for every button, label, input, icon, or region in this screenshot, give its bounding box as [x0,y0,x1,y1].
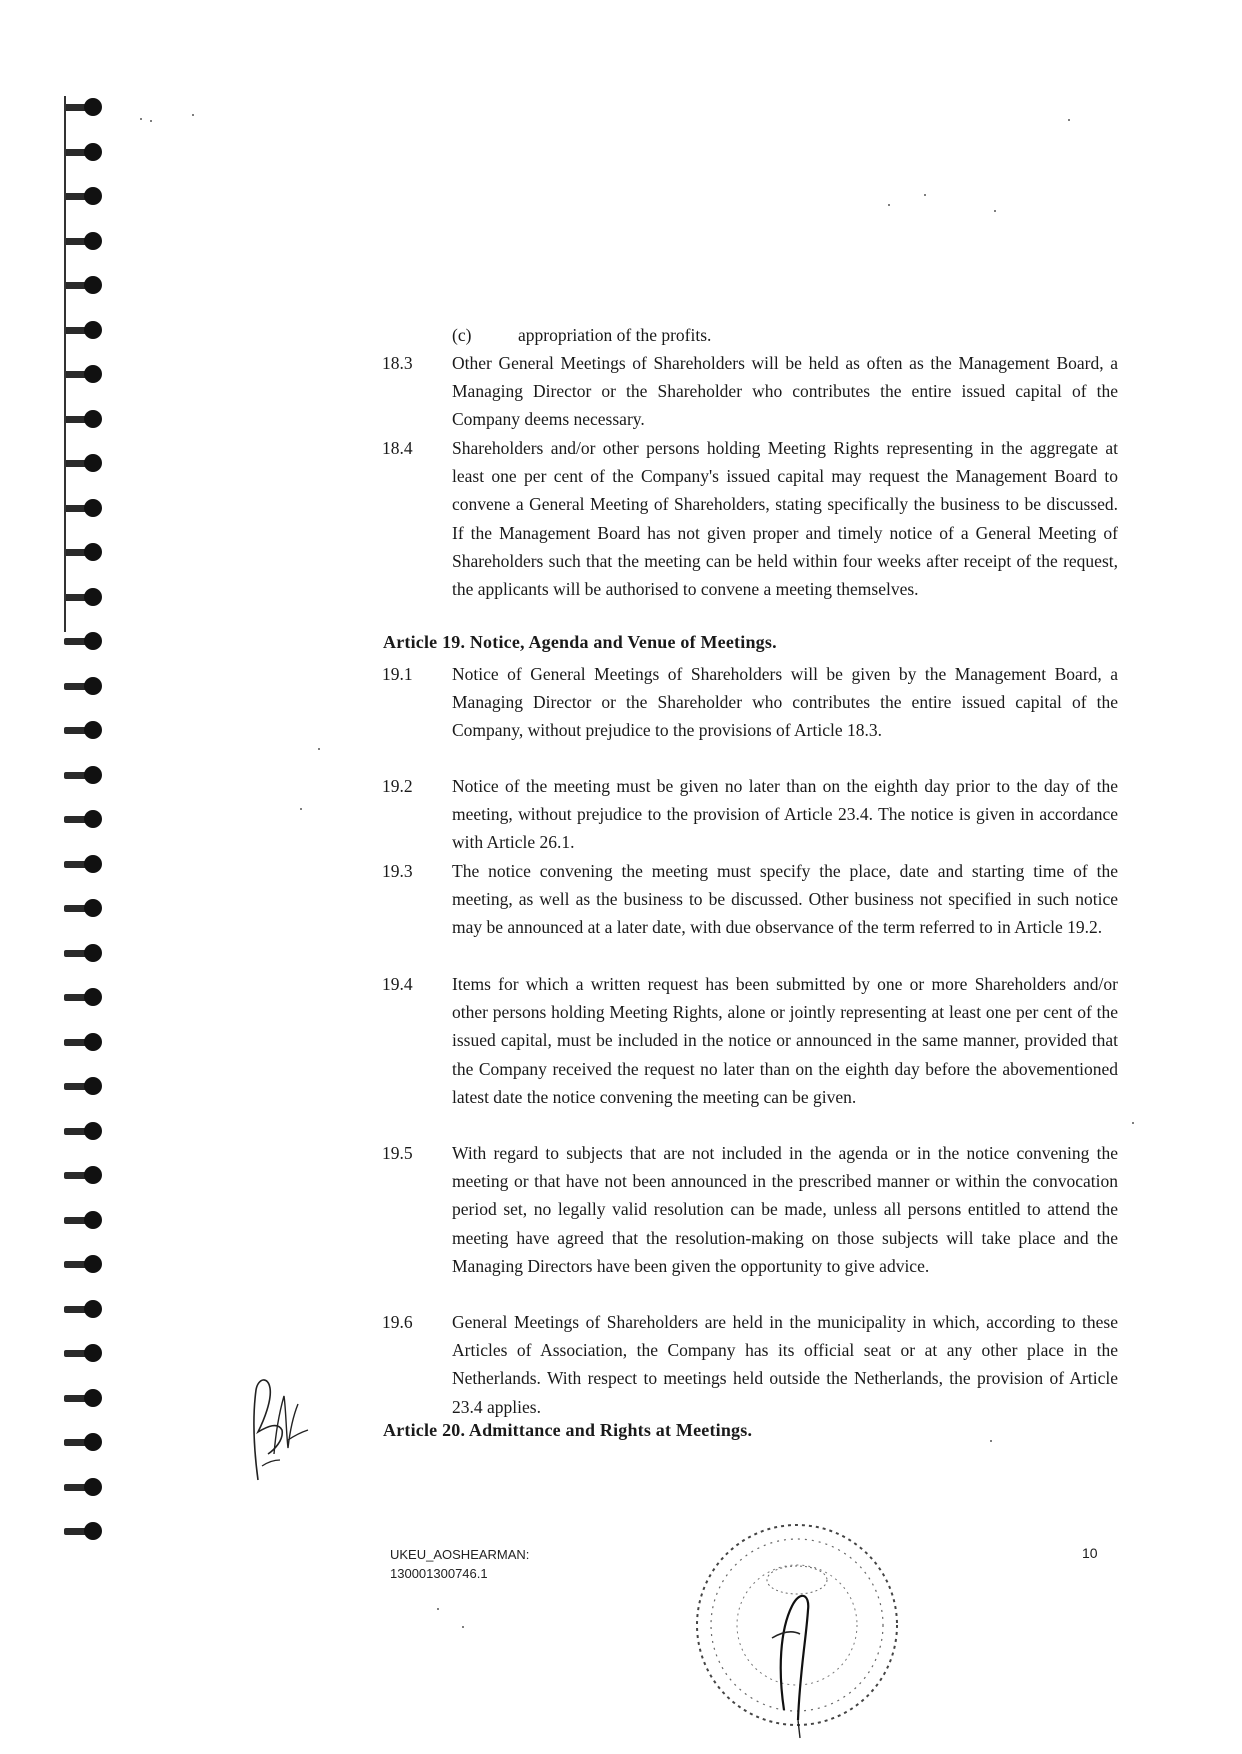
clause-number: 18.3 [382,353,413,373]
binding-coil-icon [62,1120,108,1142]
binding-coil-icon [62,1520,108,1542]
scan-speck [300,808,302,810]
document-reference [390,1545,529,1583]
clause-19-6 [382,1308,1118,1421]
binding-coil-icon [62,1164,108,1186]
binding-coil-icon [62,719,108,741]
binding-coil-icon [62,497,108,519]
clause-number: 19.1 [382,664,413,684]
scan-speck [437,1608,439,1610]
binding-coil-icon [62,96,108,118]
scan-speck [140,118,142,120]
clause-18-4 [382,434,1118,603]
binding-coil-icon [62,675,108,697]
clause-label: (c) [452,325,472,345]
binding-coil-icon [62,853,108,875]
scan-speck [318,748,320,750]
clause-number: 18.4 [382,438,413,458]
clause-text: General Meetings of Shareholders are held in the municipality in which, according to these Articles of Association, the Company has its official seat or at any other place in the Netherlands. With respect to meetings held outside the Netherlands, the provision of Article 23.4 applies. [452,1312,1118,1417]
binding-coil-icon [62,1342,108,1364]
clause-number: 19.5 [382,1143,413,1163]
clause-number: 19.6 [382,1312,413,1332]
clause-19-1 [382,660,1118,745]
scan-speck [192,114,194,116]
binding-coil-icon [62,986,108,1008]
article-19-heading: Article 19. Notice, Agenda and Venue of Meetings. [383,632,777,652]
scan-speck [990,1440,992,1442]
binding-coil-icon [62,1075,108,1097]
clause-text: appropriation of the profits. [518,325,712,345]
page-number: 10 [1082,1545,1098,1561]
document-reference-line1: UKEU_AOSHEARMAN: [390,1547,530,1562]
binding-coil-icon [62,1387,108,1409]
binding-coil-icon [62,541,108,563]
binding-coil-icon [62,1031,108,1053]
clause-text: Notice of General Meetings of Shareholders will be given by the Management Board, a Managing Director or the Shareholder who contributes the entire issued capital of the Company, without prejudice to the provisions of Article 18.3. [452,664,1118,741]
scan-speck [888,204,890,206]
scan-speck [1132,1122,1134,1124]
binding-coil-icon [62,141,108,163]
binding-coil-icon [62,1476,108,1498]
notary-seal-icon [682,1510,912,1740]
clause-19-3 [382,857,1118,942]
clause-18-3 [382,349,1118,434]
clause-18-2-c [452,321,711,349]
binding-coil-icon [62,1253,108,1275]
binding-coil-icon [62,185,108,207]
scan-speck [462,1626,464,1628]
binding-coil-icon [62,1298,108,1320]
scan-speck [994,210,996,212]
spiral-binding-icon [62,96,118,1636]
article-20-heading: Article 20. Admittance and Rights at Meetings. [383,1420,753,1440]
binding-coil-icon [62,408,108,430]
signature-initials [228,1370,318,1490]
binding-coil-icon [62,274,108,296]
binding-coil-icon [62,764,108,786]
clause-19-2 [382,772,1118,857]
scan-speck [150,120,152,122]
binding-coil-icon [62,808,108,830]
clause-text: Other General Meetings of Shareholders will be held as often as the Management Board, a Managing Director or the Shareholder who contributes the entire issued capital of the Company deems necessary. [452,353,1118,430]
clause-19-5 [382,1139,1118,1280]
binding-coil-icon [62,1431,108,1453]
document-reference-line2: 130001300746.1 [390,1566,488,1581]
clause-text: The notice convening the meeting must specify the place, date and starting time of the meeting, as well as the business to be discussed. Other business not specified in such notice may be announced at a later date, with due observance of the term referred to in Article 19.2. [452,861,1118,938]
scan-speck [1068,119,1070,121]
scan-speck [924,194,926,196]
clause-text: Shareholders and/or other persons holding Meeting Rights representing in the aggregate at least one per cent of the Company's issued capital may request the Management Board to convene a General Meeting of Shareholders, stating specifically the business to be discussed. If the Management Board has not given proper and timely notice of a General Meeting of Shareholders such that the meeting can be held within four weeks after receipt of the request, the applicants will be authorised to convene a meeting themselves. [452,438,1118,600]
binding-coil-icon [62,1209,108,1231]
clause-text: With regard to subjects that are not included in the agenda or in the notice convening the meeting or that have not been announced in the prescribed manner or within the convocation period set, no legally valid resolution can be made, unless all persons entitled to attend the meeting have agreed that the resolution-making on those subjects will take place and the Managing Directors have been given the opportunity to give advice. [452,1143,1118,1276]
binding-coil-icon [62,630,108,652]
clause-number: 19.4 [382,974,413,994]
clause-text: Notice of the meeting must be given no later than on the eighth day prior to the day of the meeting, without prejudice to the provision of Article 23.4. The notice is given in accordance with Article 26.1. [452,776,1118,853]
clause-19-4 [382,970,1118,1111]
clause-number: 19.2 [382,776,413,796]
binding-coil-icon [62,363,108,385]
clause-text: Items for which a written request has been submitted by one or more Shareholders and/or other persons holding Meeting Rights, alone or jointly representing at least one per cent of the issued capital, must be included in the notice or announced in the same manner, provided that the Company received the request no later than on the eighth day before the abovementioned latest date the notice convening the meeting can be given. [452,974,1118,1107]
binding-coil-icon [62,897,108,919]
binding-coil-icon [62,942,108,964]
binding-coil-icon [62,230,108,252]
binding-coil-icon [62,586,108,608]
binding-coil-icon [62,319,108,341]
binding-coil-icon [62,452,108,474]
clause-number: 19.3 [382,861,413,881]
